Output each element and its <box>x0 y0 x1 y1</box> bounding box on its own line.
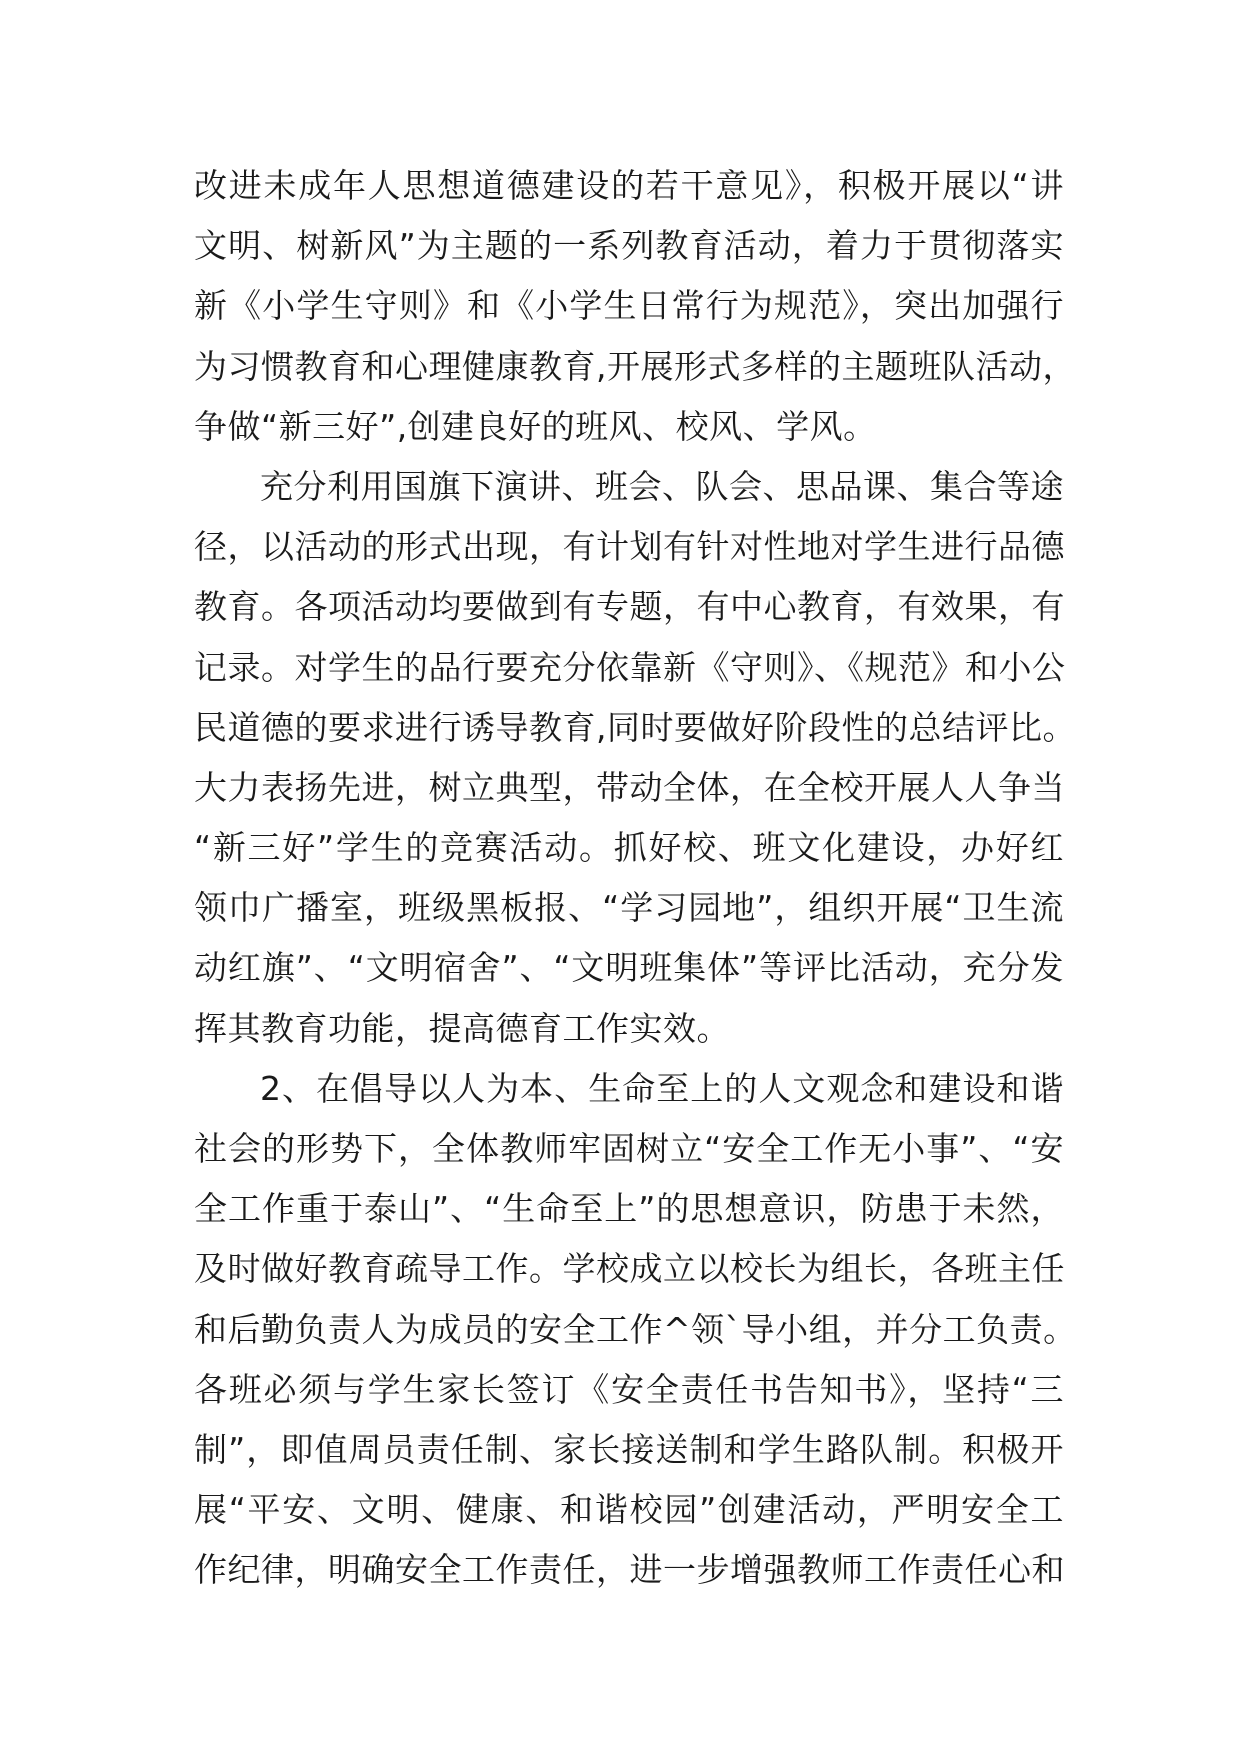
text-line: 充分利用国旗下演讲、班会、队会、思品课、集合等途 <box>260 466 1064 506</box>
text-line: 及时做好教育疏导工作。学校成立以校长为组长，各班主任 <box>194 1249 1065 1289</box>
text-line: “新三好”学生的竞赛活动。抓好校、班文化建设，办好红 <box>194 828 1064 868</box>
text-line: 全工作重于泰山”、“生命至上”的思想意识，防患于未然， <box>194 1189 1064 1229</box>
text-line: 大力表扬先进，树立典型，带动全体，在全校开展人人争当 <box>194 767 1065 807</box>
text-line: 领巾广播室，班级黑板报、“学习园地”，组织开展“卫生流 <box>194 888 1064 928</box>
text-line: 各班必须与学生家长签订《安全责任书告知书》，坚持“三 <box>194 1369 1064 1409</box>
text-line: 为习惯教育和心理健康教育,开展形式多样的主题班队活动， <box>194 346 1076 386</box>
text-line: 作纪律，明确安全工作责任，进一步增强教师工作责任心和 <box>194 1550 1065 1590</box>
text-line: 和后勤负责人为成员的安全工作^领`导小组，并分工负责。 <box>194 1309 1077 1349</box>
text-line: 新《小学生守则》和《小学生日常行为规范》，突出加强行 <box>194 286 1064 326</box>
paragraph-3 <box>194 1059 1077 1601</box>
text-line: 挥其教育功能，提高德育工作实效。 <box>194 1008 730 1048</box>
text-line: 教育。各项活动均要做到有专题，有中心教育，有效果，有 <box>194 587 1065 627</box>
paragraph-2 <box>194 457 1076 1059</box>
text-line: 制”，即值周员责任制、家长接送制和学生路队制。积极开 <box>194 1429 1064 1469</box>
text-line: 展“平安、文明、健康、和谐校园”创建活动，严明安全工 <box>194 1490 1064 1530</box>
text-line: 动红旗”、“文明宿舍”、“文明班集体”等评比活动，充分发 <box>194 948 1064 988</box>
text-line: 文明、树新风”为主题的一系列教育活动，着力于贯彻落实 <box>194 226 1064 266</box>
text-line: 社会的形势下，全体教师牢固树立“安全工作无小事”、“安 <box>194 1129 1064 1168</box>
text-line: 改进未成年人思想道德建设的若干意见》，积极开展以“讲 <box>194 166 1064 205</box>
text-line: 径，以活动的形式出现，有计划有针对性地对学生进行品德 <box>194 527 1065 567</box>
paragraph-1 <box>194 156 1076 457</box>
text-line: 争做“新三好”,创建良好的班风、校风、学风。 <box>194 406 877 446</box>
text-line: 民道德的要求进行诱导教育,同时要做好阶段性的总结评比。 <box>194 707 1076 747</box>
text-line: 记录。对学生的品行要充分依靠新《守则》、《规范》和小公 <box>194 647 1066 687</box>
body-text <box>194 156 1077 1601</box>
text-line: 2、在倡导以人为本、生命至上的人文观念和建设和谐 <box>260 1068 1064 1108</box>
